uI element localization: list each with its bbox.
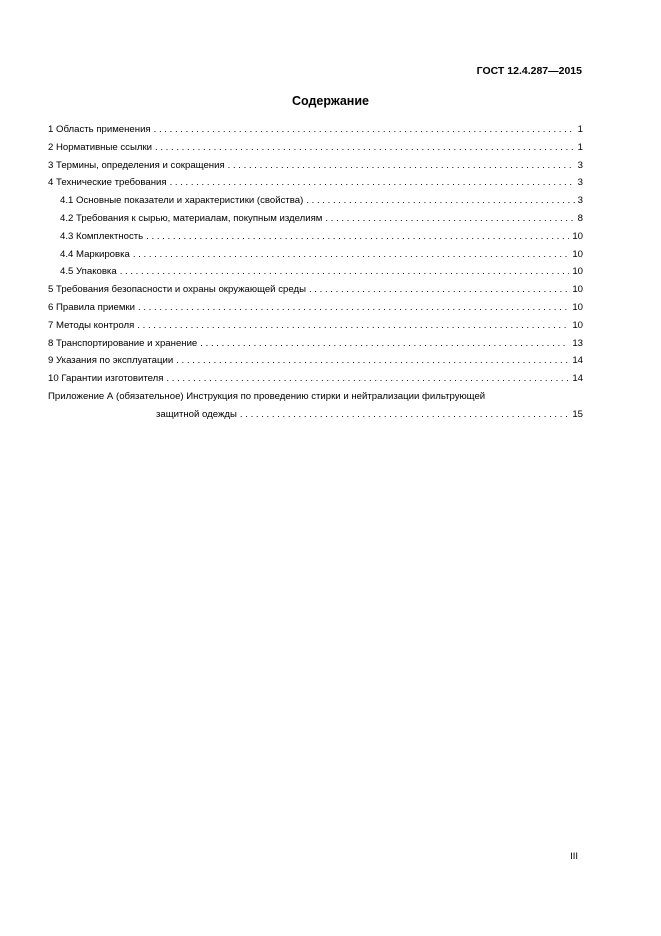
toc-entry-6[interactable] bbox=[48, 299, 583, 317]
dot-leader bbox=[166, 370, 569, 388]
toc-entry-4-2[interactable] bbox=[48, 210, 583, 228]
toc-entry-label: 4 Технические требования bbox=[48, 177, 167, 189]
toc-entry-page: 8 bbox=[577, 212, 583, 224]
toc-entry-label: 4.4 Маркировка bbox=[60, 248, 130, 260]
toc-entry-page: 10 bbox=[572, 284, 583, 296]
dot-leader bbox=[120, 263, 570, 281]
toc-entry-page: 10 bbox=[572, 319, 583, 331]
toc-entry-4-4[interactable] bbox=[48, 246, 583, 264]
dot-leader bbox=[309, 281, 569, 299]
toc-entry-4-5[interactable] bbox=[48, 263, 583, 281]
page-title: Содержание bbox=[291, 94, 369, 108]
page-number: III bbox=[570, 851, 578, 862]
dot-leader bbox=[325, 210, 574, 228]
toc-entry-page: 10 bbox=[572, 266, 583, 278]
toc-entry-page: 13 bbox=[572, 337, 583, 349]
toc-entry-4[interactable] bbox=[48, 174, 583, 192]
toc-entry-label: 6 Правила приемки bbox=[48, 301, 135, 313]
toc-entry-label: 10 Гарантии изготовителя bbox=[48, 373, 164, 385]
toc-entry-label: 3 Термины, определения и сокращения bbox=[48, 159, 225, 171]
toc-appendix-continuation[interactable] bbox=[48, 406, 583, 424]
dot-leader bbox=[240, 406, 569, 424]
toc-entry-page: 14 bbox=[572, 355, 583, 367]
toc-entry-2[interactable] bbox=[48, 139, 583, 157]
toc-entry-label: 9 Указания по эксплуатации bbox=[48, 355, 174, 367]
toc-entry-label: 4.3 Комплектность bbox=[60, 230, 144, 242]
toc-entry-label: 2 Нормативные ссылки bbox=[48, 141, 153, 153]
dot-leader bbox=[137, 317, 569, 335]
dot-leader bbox=[200, 335, 569, 353]
toc-entry-page: 10 bbox=[572, 230, 583, 242]
toc-entry-page: 10 bbox=[572, 301, 583, 313]
dot-leader bbox=[306, 192, 574, 210]
toc-entry-10[interactable] bbox=[48, 370, 583, 388]
toc-entry-label: 1 Область применения bbox=[48, 124, 151, 135]
toc-entry-label: 4.1 Основные показатели и характеристики (свойства) bbox=[60, 195, 304, 207]
toc-entry-page: 15 bbox=[572, 408, 583, 420]
table-of-contents bbox=[48, 121, 583, 424]
dot-leader bbox=[155, 139, 575, 157]
toc-entry-label: 7 Методы контроля bbox=[48, 319, 135, 331]
dot-leader bbox=[176, 352, 569, 370]
standard-designation: ГОСТ 12.4.287—2015 bbox=[476, 65, 582, 77]
toc-entry-label: 8 Транспортирование и хранение bbox=[48, 337, 198, 349]
toc-entry-4-1[interactable] bbox=[48, 192, 583, 210]
dot-leader bbox=[228, 157, 575, 175]
toc-entry-4-3[interactable] bbox=[48, 228, 583, 246]
toc-entry-page: 3 bbox=[577, 159, 583, 171]
toc-entry-page: 3 bbox=[577, 177, 583, 189]
toc-entry-label: 5 Требования безопасности и охраны окружающей среды bbox=[48, 284, 306, 296]
toc-entry-3[interactable] bbox=[48, 157, 583, 175]
toc-entry-page: 3 bbox=[577, 195, 583, 207]
dot-leader bbox=[170, 174, 575, 192]
toc-entry-page: 10 bbox=[572, 248, 583, 260]
toc-entry-page: 1 bbox=[577, 124, 583, 135]
dot-leader bbox=[133, 246, 569, 264]
toc-entry-1[interactable] bbox=[48, 121, 583, 139]
toc-entry-5[interactable] bbox=[48, 281, 583, 299]
toc-appendix-title[interactable]: Приложение А (обязательное) Инструкция по проведению стирки и нейтрализации фильтрующей bbox=[48, 390, 486, 402]
toc-entry-label: 4.2 Требования к сырью, материалам, покупным изделиям bbox=[60, 212, 323, 224]
toc-entry-9[interactable] bbox=[48, 352, 583, 370]
toc-entry-page: 14 bbox=[572, 373, 583, 385]
toc-entry-7[interactable] bbox=[48, 317, 583, 335]
dot-leader bbox=[146, 228, 569, 246]
dot-leader bbox=[154, 121, 575, 139]
dot-leader bbox=[138, 299, 569, 317]
toc-entry-8[interactable] bbox=[48, 335, 583, 353]
toc-entry-page: 1 bbox=[577, 141, 583, 153]
toc-entry-label: защитной одежды bbox=[156, 408, 237, 420]
toc-entry-label: 4.5 Упаковка bbox=[60, 266, 117, 278]
